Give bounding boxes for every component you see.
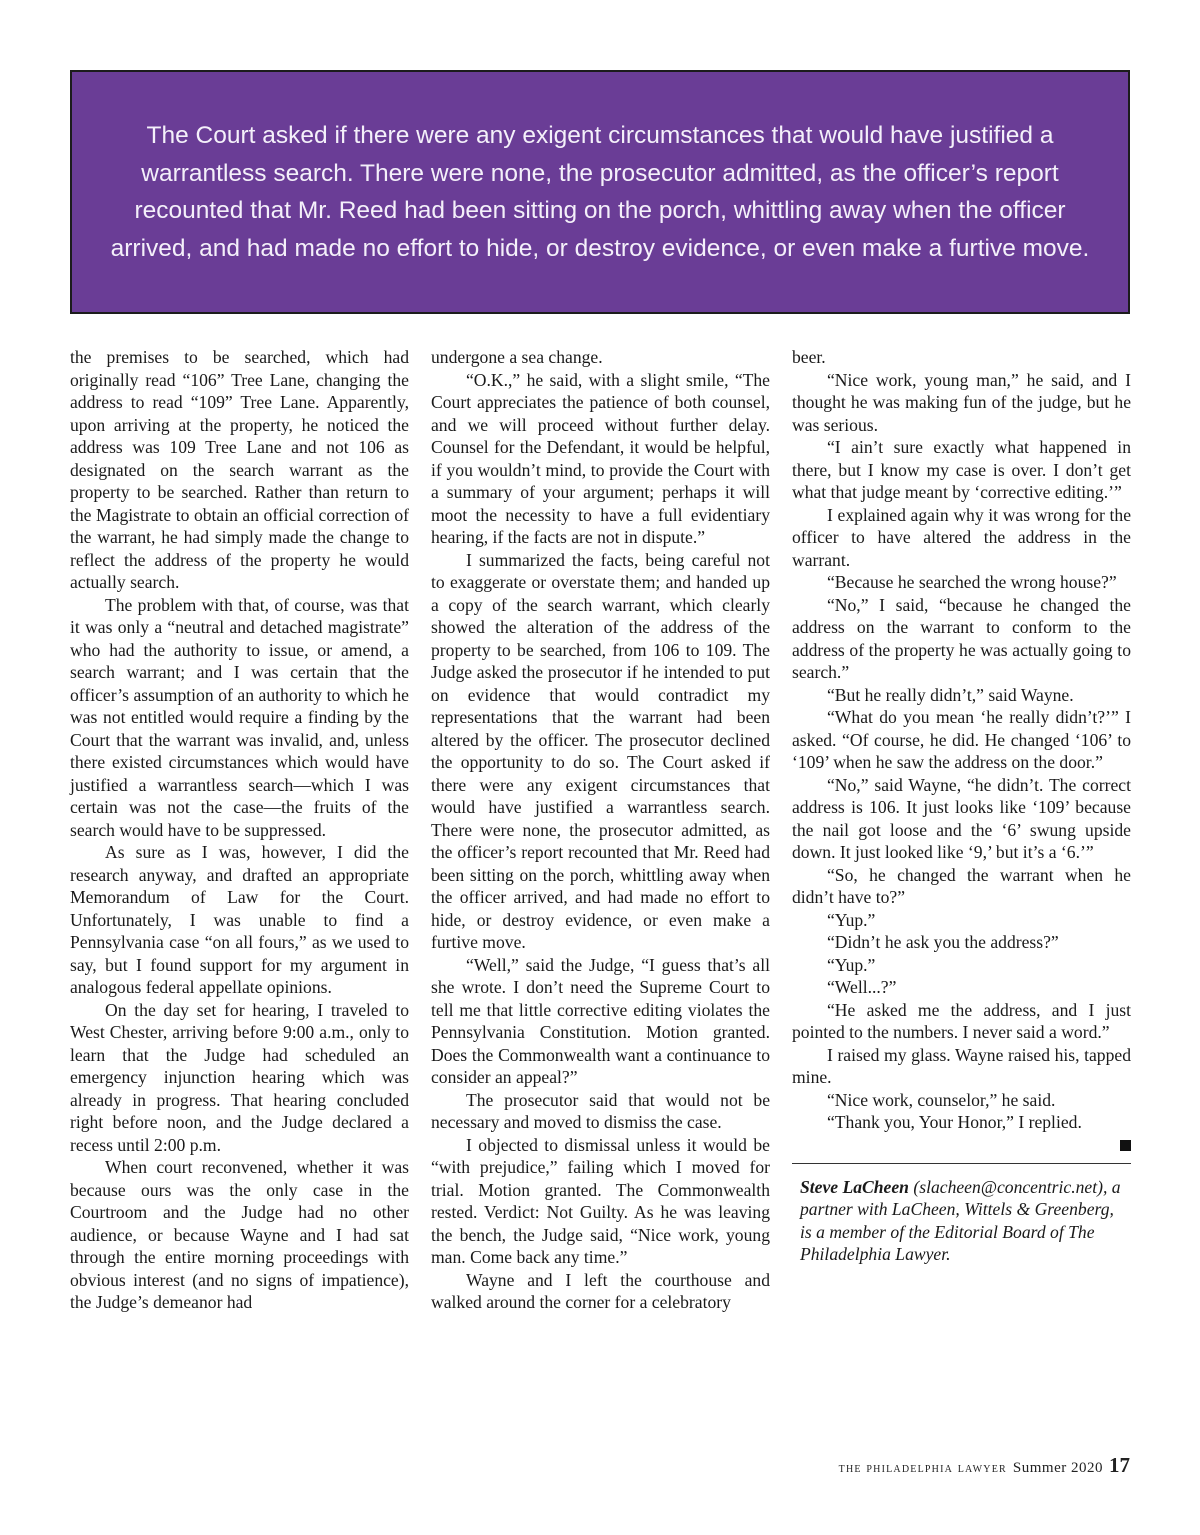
author-bio-text: (slacheen@concentric.net), a partner with LaCheen, Wittels & Greenberg, is a member of the Editorial Board of The Philadelphia Lawyer. xyxy=(800,1176,1121,1264)
paragraph: “Yup.” xyxy=(827,909,876,930)
paragraph: “No,” I said, “because he changed the address on the warrant to conform to the address of the property he was actually going to search.” xyxy=(792,594,1131,682)
magazine-name: the philadelphia lawyer xyxy=(838,1461,1007,1476)
paragraph: “Didn’t he ask you the address?” xyxy=(827,932,1059,952)
paragraph: I explained again why it was wrong for the officer to have altered the address in the warrant. xyxy=(792,504,1131,570)
paragraph: “O.K.,” he said, with a slight smile, “The Court appreciates the patience of both counsel, and we will proceed without further delay. Counsel for the Defendant, it would be helpful, if you wouldn’t mind, to provide the Court with a summary of your argument; perhaps it will moot the necessity to have a full evidentiary hearing, if the facts are not in dispute.” xyxy=(431,369,770,547)
issue-date: Summer 2020 xyxy=(1012,1460,1103,1476)
paragraph: “Thank you, Your Honor,” I replied. xyxy=(827,1112,1082,1132)
paragraph: On the day set for hearing, I traveled to West Chester, arriving before 9:00 a.m., only to learn that the Judge had scheduled an emergency injunction hearing which was already in progress. That hearing concluded right before noon, and the Judge declared a recess until 2:00 p.m. xyxy=(70,999,409,1155)
paragraph: I raised my glass. Wayne raised his, tapped mine. xyxy=(792,1044,1131,1087)
article-column-3 xyxy=(792,346,1131,1266)
paragraph: the premises to be searched, which had originally read “106” Tree Lane, changing the address to read “109” Tree Lane. Apparently, upon arriving at the property, he noticed the address was 109 Tree Lane and not 106 as designated on the search warrant as the property to be searched. Rather than return to the Magistrate to obtain an official correction of the warrant, he had simply made the change to reflect the address of the property he would actually search. xyxy=(70,347,409,592)
paragraph: “I ain’t sure exactly what happened in there, but I know my case is over. I don’t get what that judge meant by ‘corrective editing.’” xyxy=(792,437,1131,502)
author-bio xyxy=(792,1163,1131,1266)
paragraph: “Well...?” xyxy=(827,977,897,997)
page-footer xyxy=(839,1453,1130,1478)
paragraph: “Because he searched the wrong house?” xyxy=(827,572,1117,592)
article-column-1 xyxy=(70,346,409,1314)
paragraph: “No,” said Wayne, “he didn’t. The correct address is 106. It just looks like ‘109’ because the nail got loose and the ‘6’ swung upside down. It just looked like ‘9,’ but it’s a ‘6.’” xyxy=(792,774,1131,862)
paragraph: I summarized the facts, being careful not to exaggerate or overstate them; and handed up a copy of the search warrant, which clearly showed the alteration of the address of the property to be searched, from 106 to 109. The Judge asked the prosecutor if he intended to put on evidence that would contradict my representations that the warrant had been altered by the officer. The prosecutor declined the opportunity to do so. The Court asked if there were any exigent circumstances that would have justified a warrantless search. There were none, the prosecutor admitted, as the officer’s report recounted that Mr. Reed had been sitting on the porch, whittling away when the officer arrived, and had made no effort to hide, or destroy evidence, or even make a furtive move. xyxy=(431,549,770,952)
paragraph: undergone a sea change. xyxy=(431,347,603,367)
paragraph: The problem with that, of course, was that it was only a “neutral and detached magistrate” who had the authority to issue, or amend, a search warrant; and I was certain that the officer’s assumption of an authority to which he was not entitled would require a finding by the Court that the warrant was invalid, and, unless there existed circumstances which would have justified a warrantless search—which I was certain was not the case—the fruits of the search would have to be suppressed. xyxy=(70,594,409,840)
end-of-article-square-icon xyxy=(1120,1140,1131,1151)
paragraph: As sure as I was, however, I did the research anyway, and drafted an appropriate Memorandum of Law for the Court. Unfortunately, I was unable to find a Pennsylvania case “on all fours,” as we used to say, but I found support for my argument in analogous federal appellate opinions. xyxy=(70,842,409,997)
paragraph: When court reconvened, whether it was because ours was the only case in the Courtroom and the Judge had no other audience, or because Wayne and I had sat through the entire morning proceedings with obvious interest (and no signs of impatience), the Judge’s demeanor had xyxy=(70,1157,409,1312)
paragraph: “So, he changed the warrant when he didn’t have to?” xyxy=(792,864,1131,907)
pull-quote-text: The Court asked if there were any exigent circumstances that would have justified a warrantless search. There were none, the prosecutor admitted, as the officer’s report recounted that Mr. Reed had been sitting on the porch, whittling away when the officer arrived, and had made no effort to hide, or destroy evidence, or even make a furtive move. xyxy=(110,122,1090,262)
paragraph: “Yup.” xyxy=(827,954,876,975)
paragraph: “What do you mean ‘he really didn’t?’” I asked. “Of course, he did. He changed ‘106’ to ‘109’ when he saw the address on the door.” xyxy=(792,707,1131,772)
page-number: 17 xyxy=(1109,1453,1130,1477)
paragraph: “Nice work, counselor,” he said. xyxy=(827,1089,1056,1110)
paragraph: beer. xyxy=(792,347,826,367)
paragraph: “Nice work, young man,” he said, and I thought he was making fun of the judge, but he was serious. xyxy=(792,369,1131,435)
paragraph: The prosecutor said that would not be necessary and moved to dismiss the case. xyxy=(431,1089,770,1132)
paragraph: I objected to dismissal unless it would be “with prejudice,” failing which I moved for trial. Motion granted. The Commonwealth rested. Verdict: Not Guilty. As he was leaving the bench, the Judge said, “Nice work, young man. Come back any time.” xyxy=(431,1134,770,1267)
paragraph: “He asked me the address, and I just pointed to the numbers. I never said a word.” xyxy=(792,999,1131,1042)
paragraph: Wayne and I left the courthouse and walked around the corner for a celebratory xyxy=(431,1269,770,1312)
pull-quote-box xyxy=(70,70,1130,314)
author-name: Steve LaCheen xyxy=(800,1176,909,1197)
paragraph: “But he really didn’t,” said Wayne. xyxy=(827,684,1074,705)
paragraph: “Well,” said the Judge, “I guess that’s all she wrote. I don’t need the Supreme Court to tell me that little corrective editing violates the Pennsylvania Constitution. Motion granted. Does the Commonwealth want a continuance to consider an appeal?” xyxy=(431,954,770,1087)
article-column-2 xyxy=(431,346,770,1314)
